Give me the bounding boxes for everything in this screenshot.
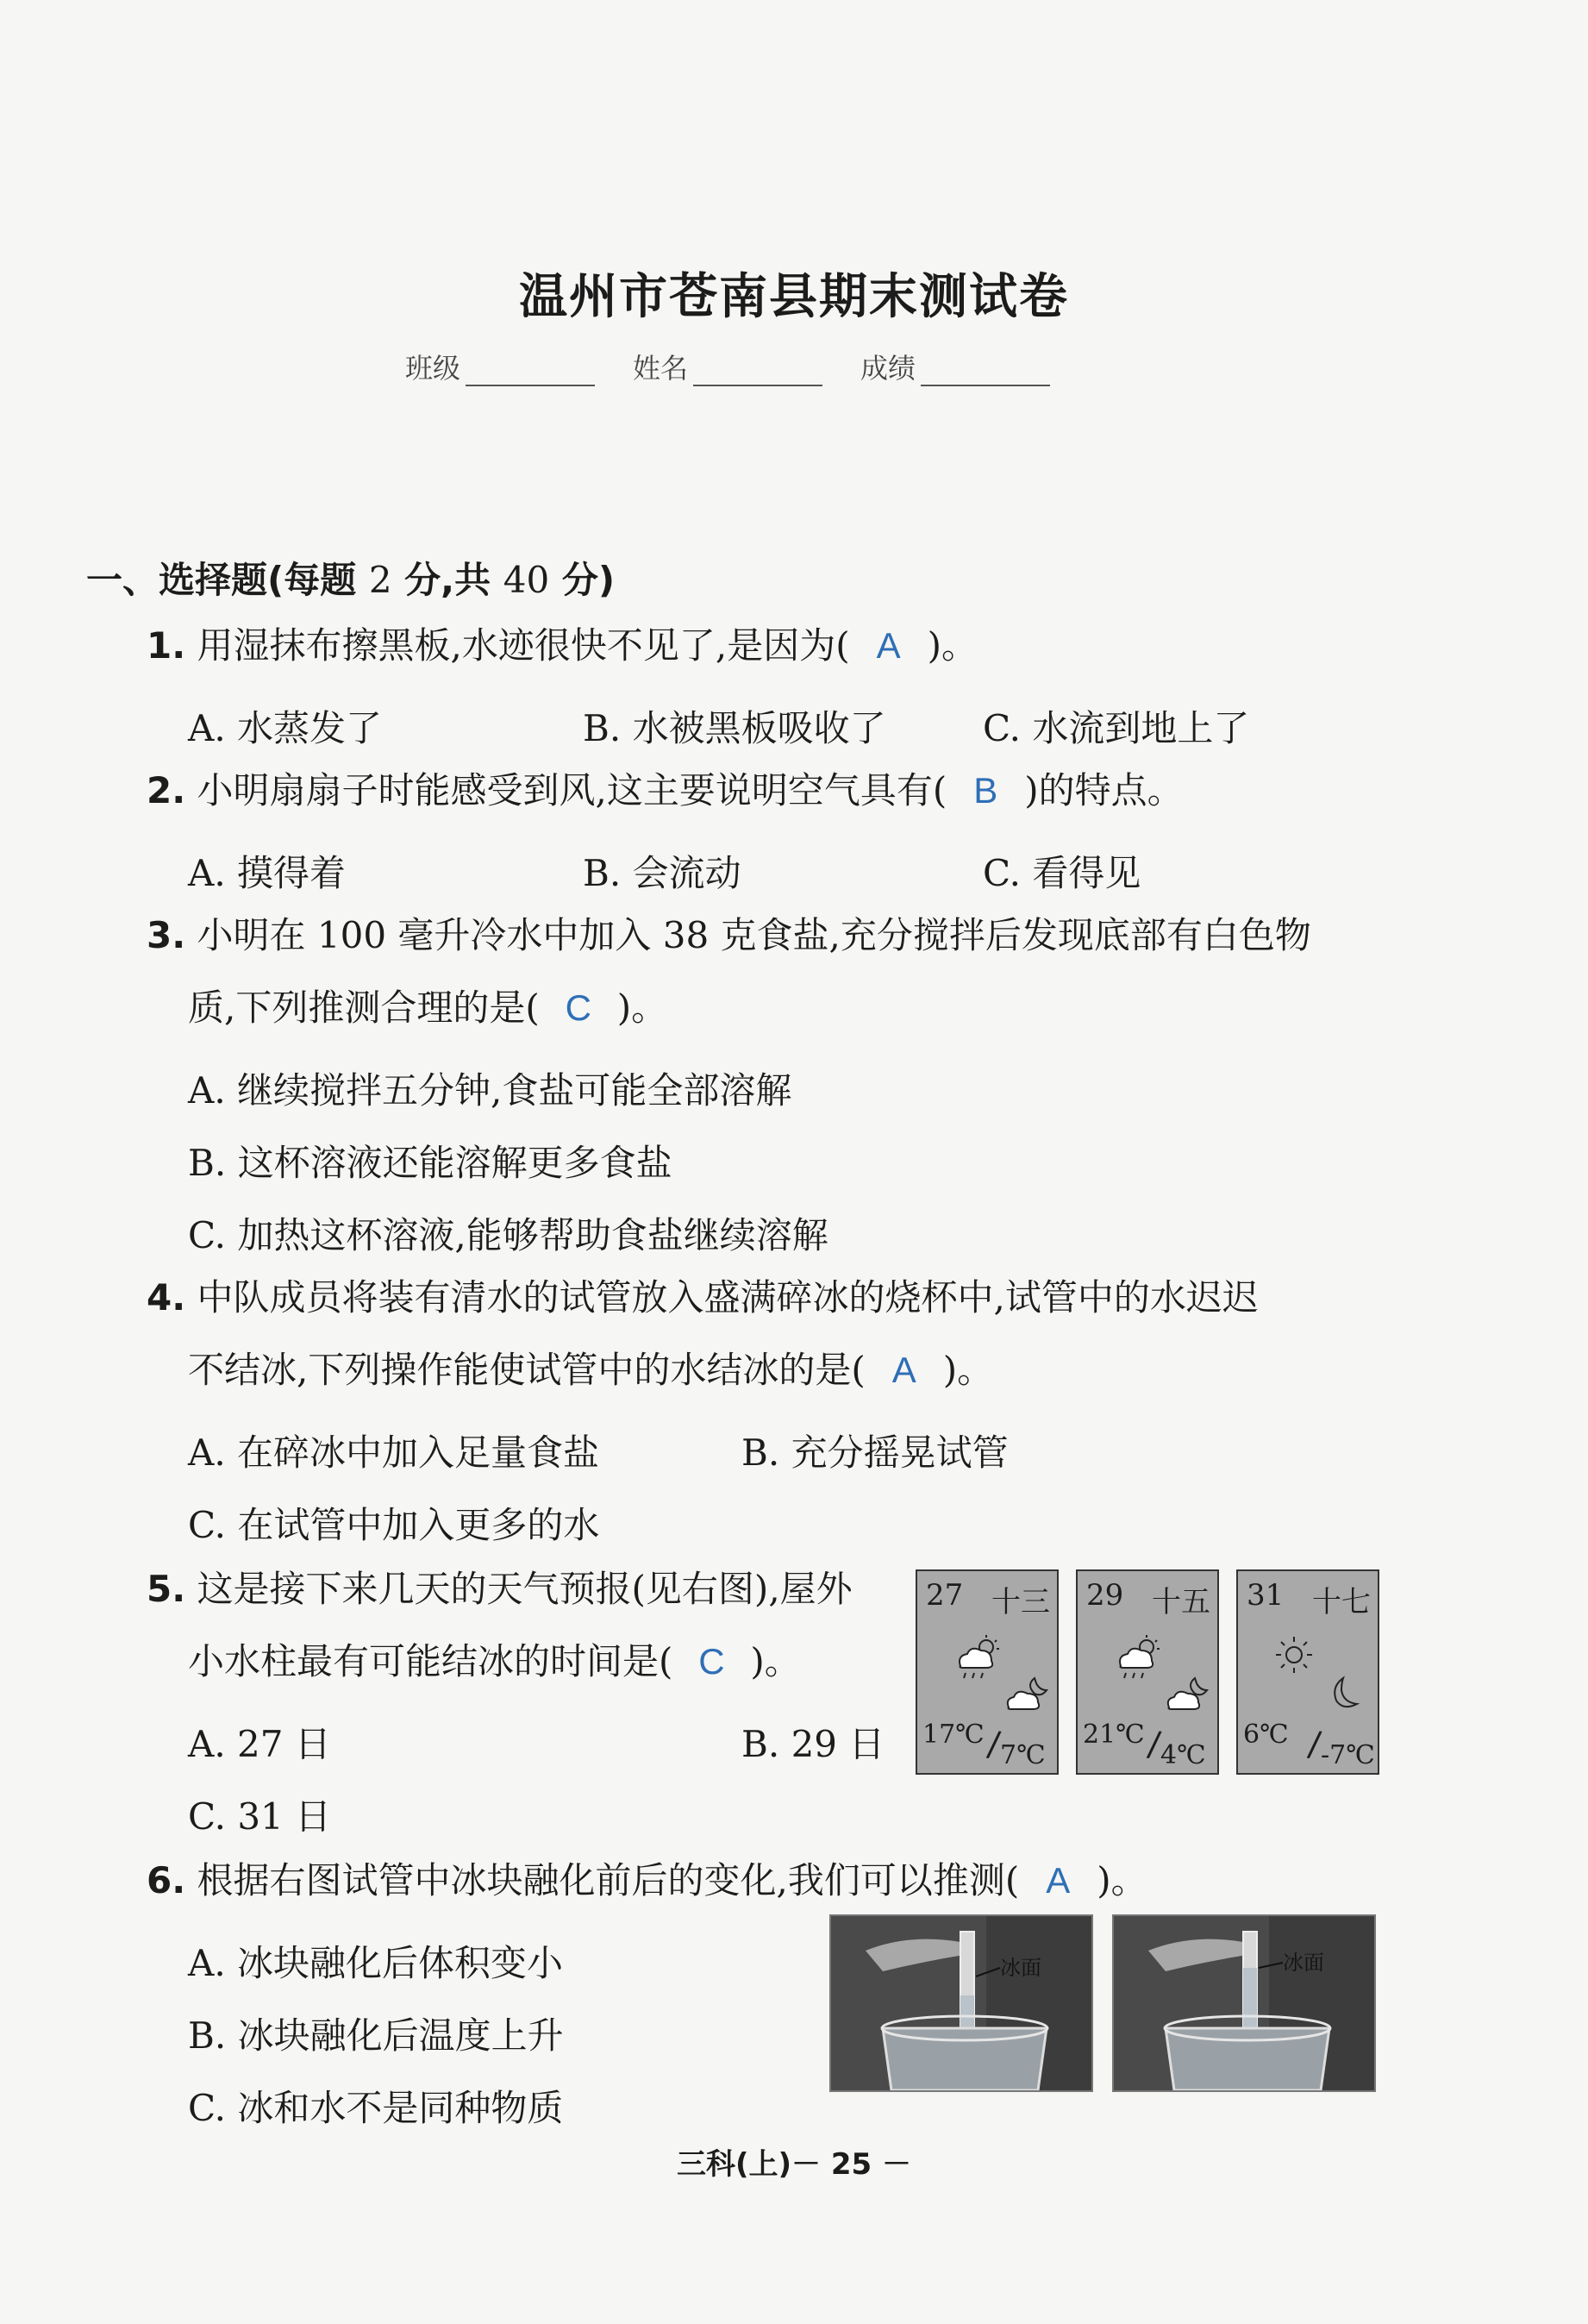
question-text-end: )。	[616, 987, 668, 1029]
option-3b: B. 这杯溶液还能溶解更多食盐	[188, 1142, 672, 1184]
ice-surface-label: 冰面	[1283, 1951, 1324, 1975]
question-text: 中队成员将装有清水的试管放入盛满碎冰的烧杯中,试管中的水迟迟	[197, 1276, 1259, 1319]
question-text-end: )。	[942, 1349, 994, 1391]
weather-day: 29	[1086, 1578, 1124, 1613]
name-field	[633, 347, 822, 386]
sun-icon	[1272, 1633, 1316, 1683]
test-tube-photo-before	[829, 1914, 1093, 2092]
weather-low-temp: 4℃	[1160, 1740, 1206, 1770]
weather-low-temp: -7℃	[1321, 1740, 1375, 1770]
option-1b: B. 水被黑板吸收了	[583, 707, 886, 749]
test-tube-photo-after	[1112, 1914, 1376, 2092]
weather-forecast	[916, 1569, 1379, 1775]
section-points: 2	[368, 559, 392, 601]
question-text-end: )的特点。	[1024, 769, 1184, 811]
weather-high-temp: 17℃	[922, 1720, 985, 1750]
option-1a: A. 水蒸发了	[188, 707, 383, 749]
score-label: 成绩	[860, 352, 916, 385]
question-text: 小水柱最有可能结冰的时间是(	[188, 1640, 673, 1682]
temp-divider: /	[1145, 1724, 1163, 1765]
weather-lunar-date: 十七	[1312, 1585, 1371, 1619]
answer-mark: C	[565, 987, 591, 1028]
cloudy-night-icon	[1164, 1675, 1212, 1720]
option-5a: A. 27 日	[188, 1723, 331, 1765]
temp-divider: /	[985, 1724, 1003, 1765]
page-title: 温州市苍南县期末测试卷	[519, 269, 1069, 325]
question-text-end: )。	[750, 1640, 801, 1682]
question-number: 5.	[147, 1568, 186, 1610]
temp-divider: /	[1305, 1724, 1323, 1765]
cloudy-night-icon	[1003, 1675, 1052, 1720]
weather-card-27	[916, 1569, 1059, 1775]
question-text-end: )。	[927, 624, 978, 667]
question-text-end: )。	[1097, 1859, 1147, 1901]
option-4a: A. 在碎冰中加入足量食盐	[188, 1431, 600, 1474]
option-4c: C. 在试管中加入更多的水	[188, 1504, 600, 1546]
option-1c: C. 水流到地上了	[983, 707, 1250, 749]
question-number: 4.	[147, 1276, 186, 1319]
section-mid: 分,共	[391, 559, 503, 601]
partly-cloudy-rain-icon	[1112, 1633, 1167, 1692]
weather-card-31	[1236, 1569, 1379, 1775]
option-6b: B. 冰块融化后温度上升	[188, 2014, 564, 2057]
section-heading	[86, 552, 615, 604]
question-number: 6.	[147, 1859, 186, 1901]
question-text: 小明在 100 毫升冷水中加入 38 克食盐,充分搅拌后发现底部有白色物	[197, 914, 1311, 956]
question-3-line2	[188, 987, 668, 1029]
question-1	[147, 624, 978, 667]
name-blank[interactable]	[693, 355, 822, 386]
option-2a: A. 摸得着	[188, 852, 347, 894]
page-footer: 三科(上)－ 25 －	[676, 2147, 912, 2182]
option-2c: C. 看得见	[983, 852, 1141, 894]
question-text: 根据右图试管中冰块融化前后的变化,我们可以推测(	[197, 1859, 1020, 1901]
weather-card-29	[1076, 1569, 1219, 1775]
question-text: 不结冰,下列操作能使试管中的水结冰的是(	[188, 1349, 866, 1391]
weather-high-temp: 21℃	[1083, 1720, 1145, 1750]
option-3a: A. 继续搅拌五分钟,食盐可能全部溶解	[188, 1069, 792, 1112]
ice-surface-label: 冰面	[1000, 1956, 1041, 1980]
weather-lunar-date: 十三	[991, 1585, 1050, 1619]
class-field	[405, 347, 595, 386]
question-4	[147, 1276, 1259, 1319]
option-5b: B. 29 日	[741, 1723, 885, 1765]
question-5-line2	[188, 1640, 801, 1682]
weather-lunar-date: 十五	[1152, 1585, 1210, 1619]
option-6a: A. 冰块融化后体积变小	[188, 1942, 564, 1984]
question-text: 这是接下来几天的天气预报(见右图),屋外	[197, 1568, 853, 1610]
option-4b: B. 充分摇晃试管	[741, 1431, 1009, 1474]
section-prefix: 一、选择题(每题	[86, 559, 369, 601]
partly-cloudy-rain-icon	[952, 1633, 1007, 1692]
option-2b: B. 会流动	[583, 852, 741, 894]
question-5	[147, 1568, 853, 1610]
weather-day: 31	[1247, 1578, 1285, 1613]
question-number: 3.	[147, 914, 186, 956]
question-6	[147, 1859, 1147, 1901]
student-info	[405, 347, 1050, 386]
weather-day: 27	[926, 1578, 964, 1613]
class-blank[interactable]	[466, 355, 595, 386]
answer-mark: A	[891, 1350, 916, 1390]
question-number: 1.	[147, 624, 186, 667]
question-3	[147, 914, 1311, 956]
class-label: 班级	[405, 352, 461, 385]
name-label: 姓名	[633, 352, 689, 385]
option-6c: C. 冰和水不是同种物质	[188, 2087, 564, 2129]
question-text: 用湿抹布擦黑板,水迹很快不见了,是因为(	[197, 624, 850, 667]
section-total: 40	[503, 559, 550, 601]
score-blank[interactable]	[921, 355, 1050, 386]
moon-icon	[1324, 1675, 1364, 1720]
answer-mark: B	[973, 770, 998, 811]
answer-mark: C	[698, 1641, 725, 1682]
weather-high-temp: 6℃	[1243, 1720, 1289, 1750]
score-field	[860, 347, 1050, 386]
option-3c: C. 加热这杯溶液,能够帮助食盐继续溶解	[188, 1214, 828, 1256]
question-text: 质,下列推测合理的是(	[188, 987, 540, 1029]
question-2	[147, 769, 1184, 811]
section-suffix: 分)	[549, 559, 616, 601]
answer-mark: A	[876, 625, 901, 666]
question-text: 小明扇扇子时能感受到风,这主要说明空气具有(	[197, 769, 947, 811]
answer-mark: A	[1046, 1860, 1071, 1901]
question-number: 2.	[147, 769, 186, 811]
question-4-line2	[188, 1349, 994, 1391]
option-5c: C. 31 日	[188, 1795, 332, 1838]
weather-low-temp: 7℃	[1000, 1740, 1046, 1770]
